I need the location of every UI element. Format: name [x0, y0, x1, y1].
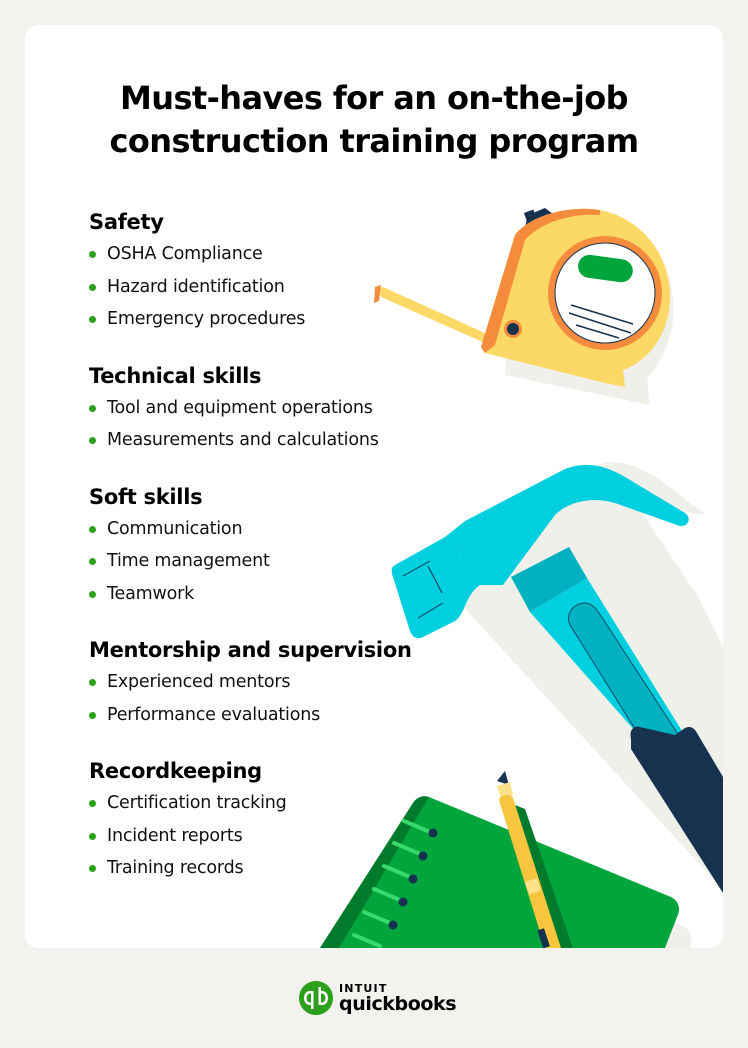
- bullet-icon: [89, 679, 96, 686]
- list-item: Teamwork: [89, 578, 449, 611]
- list-item: Communication: [89, 513, 449, 546]
- logo-brand-text: INTUIT: [339, 981, 388, 995]
- section-heading: Mentorship and supervision: [89, 638, 412, 662]
- bullet-icon: [89, 284, 96, 291]
- list-item: Hazard identification: [89, 271, 449, 304]
- list-item: Emergency procedures: [89, 303, 449, 336]
- list-item: Training records: [89, 852, 449, 885]
- bullet-icon: [89, 437, 96, 444]
- section-heading: Safety: [89, 210, 164, 234]
- title-line-1: Must-haves for an on-the-job: [120, 79, 628, 117]
- section-mentorship: [89, 636, 449, 731]
- section-heading: Recordkeeping: [89, 759, 262, 783]
- logo-product-text: quickbooks: [339, 992, 457, 1015]
- section-recordkeeping: [89, 757, 449, 885]
- bullet-icon: [89, 558, 96, 565]
- checklist-sections: [89, 208, 449, 885]
- intuit-quickbooks-logo: [299, 980, 456, 1016]
- bullet-icon: [89, 251, 96, 258]
- bullet-icon: [89, 591, 96, 598]
- list-item: Incident reports: [89, 820, 449, 853]
- list-item: Tool and equipment operations: [89, 392, 449, 425]
- list-item: Certification tracking: [89, 787, 449, 820]
- section-heading: Soft skills: [89, 484, 203, 509]
- list-item: Time management: [89, 545, 449, 578]
- section-soft-skills: [89, 483, 449, 611]
- section-safety: [89, 208, 449, 336]
- bullet-icon: [89, 316, 96, 323]
- bullet-icon: [89, 833, 96, 840]
- list-item: Measurements and calculations: [89, 424, 449, 457]
- bullet-icon: [89, 526, 96, 533]
- list-item: Performance evaluations: [89, 699, 449, 732]
- section-heading: Technical skills: [89, 363, 262, 388]
- bullet-icon: [89, 712, 96, 719]
- infographic-card: [25, 25, 723, 948]
- bullet-icon: [89, 865, 96, 872]
- bullet-icon: [89, 800, 96, 807]
- bullet-icon: [89, 405, 96, 412]
- quickbooks-logo-icon: [299, 981, 333, 1015]
- section-technical-skills: [89, 362, 449, 457]
- list-item: OSHA Compliance: [89, 238, 449, 271]
- title-line-2: construction training program: [109, 122, 639, 160]
- page-title: [25, 77, 723, 163]
- list-item: Experienced mentors: [89, 666, 449, 699]
